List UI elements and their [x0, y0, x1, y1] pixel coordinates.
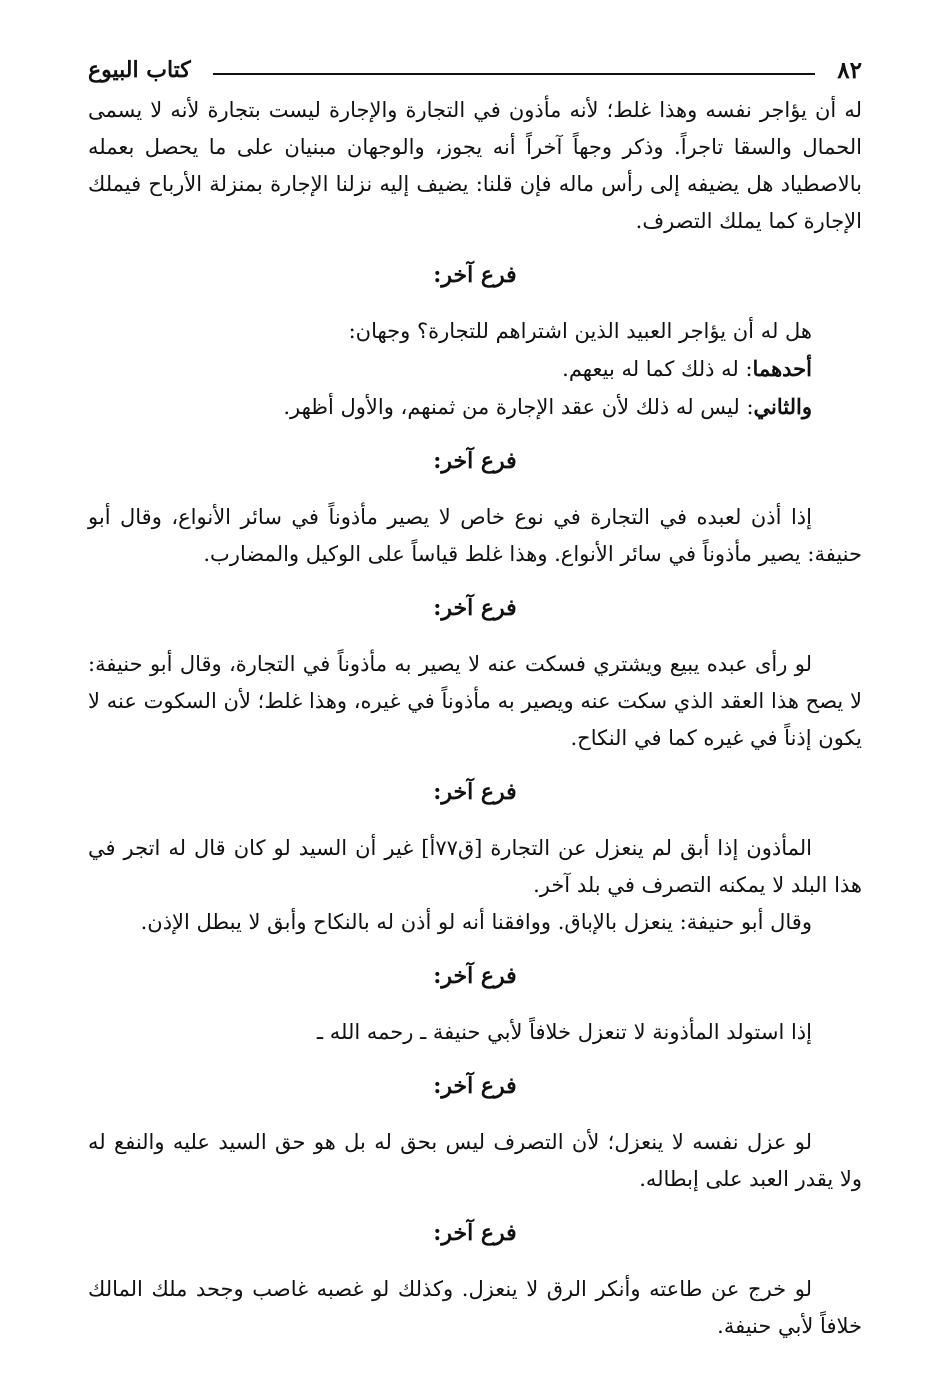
header-divider [213, 73, 816, 75]
paragraph: لو رأى عبده يبيع ويشتري فسكت عنه لا يصير به مأذوناً في التجارة، وقال أبو حنيفة: لا يصح هذا العقد الذي سكت عنه ويصير به مأذوناً في غيره، وهذا غلط؛ لأن السكوت عنه لا يكون إذناً في غيره كما في النكاح. [88, 652, 862, 750]
page-header [88, 52, 862, 88]
paragraph: لو عزل نفسه لا ينعزل؛ لأن التصرف ليس بحق له بل هو حق السيد عليه والنفع له ولا يقدر العبد على إبطاله. [88, 1130, 862, 1191]
paragraph: له أن يؤاجر نفسه وهذا غلط؛ لأنه مأذون في التجارة والإجارة ليست بتجارة لأنه لا يسمى الحمال والسقا تاجراً. وذكر وجهاً آخراً أنه يجوز، والوجهان مبنيان على ما يحصل بعمله بالاصطياد هل يضيفه إلى رأس ماله فإن قلنا: يضيف إليه نزلنا الإجارة بمنزلة الأرباح فيملك الإجارة كما يملك التصرف. [88, 98, 862, 233]
section-heading: فرع آخر: [433, 1073, 517, 1099]
paragraph: إذا استولد المأذونة لا تنعزل خلافاً لأبي حنيفة ـ رحمه الله ـ [316, 1020, 812, 1044]
section-heading: فرع آخر: [433, 595, 517, 621]
opinion-text: : ليس له ذلك لأن عقد الإجارة من ثمنهم، والأول أظهر. [283, 395, 754, 419]
section-heading: فرع آخر: [433, 262, 517, 288]
running-title: كتاب البيوع [88, 57, 191, 83]
paragraph [88, 350, 862, 388]
paragraph: المأذون إذا أبق لم ينعزل عن التجارة [ق٧٧أ] غير أن السيد لو كان قال له اتجر في هذا البلد لا يمكنه التصرف في بلد آخر. [88, 836, 862, 897]
opinion-text: : له ذلك كما له بيعهم. [562, 357, 753, 381]
paragraph: لو خرج عن طاعته وأنكر الرق لا ينعزل. وكذلك لو غصبه غاصب وجحد ملك المالك خلافاً لأبي حنيفة. [88, 1277, 862, 1338]
section-heading: فرع آخر: [433, 448, 517, 474]
section-heading: فرع آخر: [433, 963, 517, 989]
page-body [88, 92, 862, 1343]
paragraph: هل له أن يؤاجر العبيد الذين اشتراهم للتجارة؟ وجهان: [348, 319, 812, 343]
opinion-label: أحدهما [752, 356, 812, 381]
opinion-label: والثاني [753, 394, 812, 419]
paragraph: إذا أذن لعبده في التجارة في نوع خاص لا يصير مأذوناً في سائر الأنواع، وقال أبو حنيفة: يصير مأذوناً في سائر الأنواع. وهذا غلط قياساً على الوكيل والمضارب. [88, 505, 862, 566]
section-heading: فرع آخر: [433, 1220, 517, 1246]
page-number: ٨٢ [837, 56, 862, 84]
paragraph: وقال أبو حنيفة: ينعزل بالإباق. ووافقنا أنه لو أذن له بالنكاح وأبق لا يبطل الإذن. [140, 910, 812, 934]
section-heading: فرع آخر: [433, 779, 517, 805]
paragraph [88, 388, 862, 426]
